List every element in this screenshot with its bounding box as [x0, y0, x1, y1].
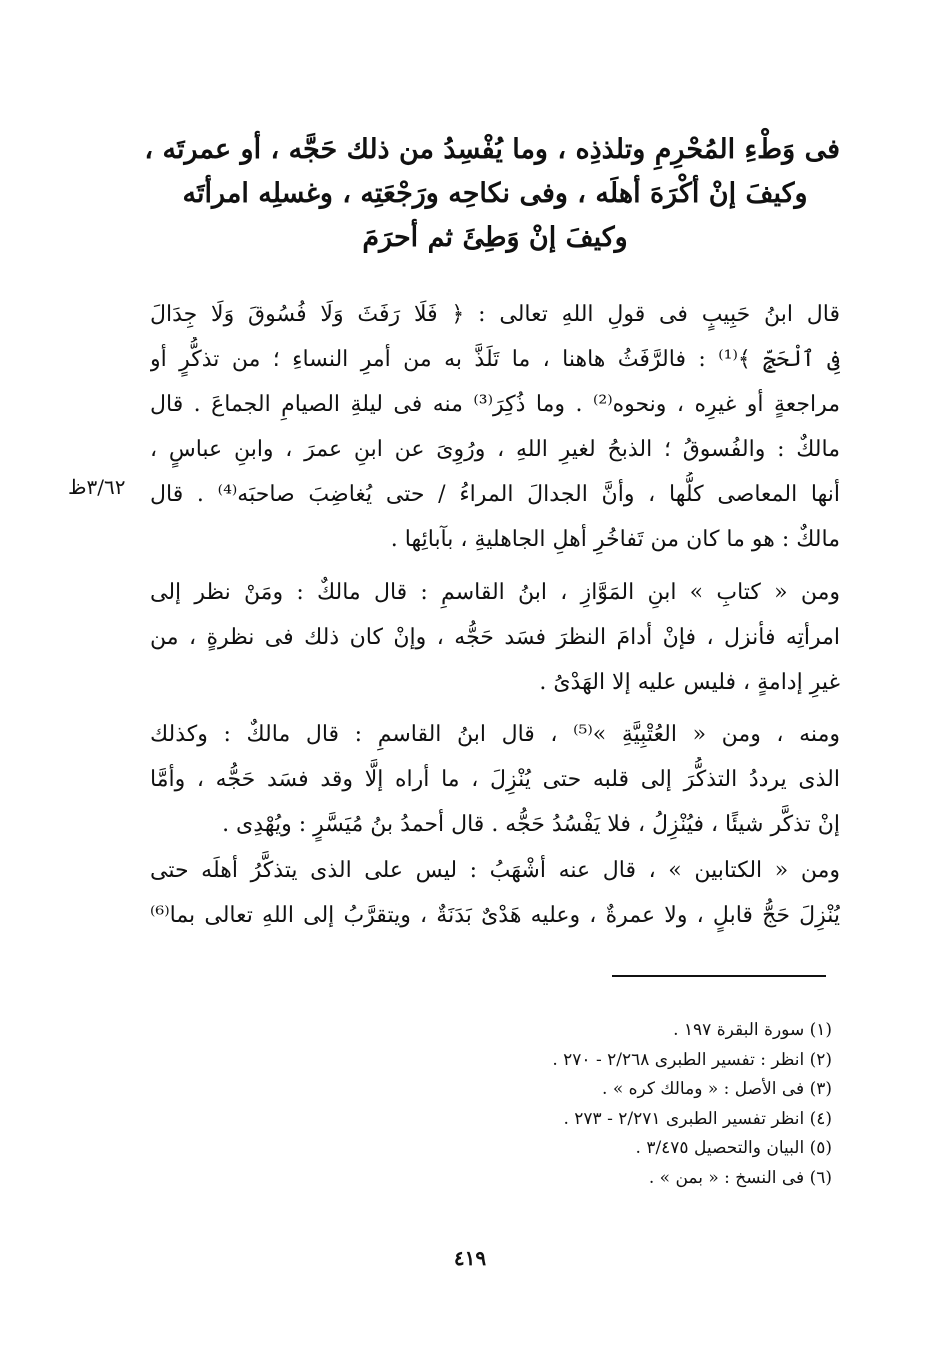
- paragraph-4: [150, 848, 840, 938]
- text-line: غيرِ إدامةٍ ، فليس عليه إلا الهَدْىُ .: [539, 670, 840, 695]
- footnote: (١) سورة البقرة ١٩٧ .: [673, 1020, 832, 1040]
- page-number: ٤١٩: [453, 1246, 487, 1270]
- paragraph-1: [150, 292, 840, 562]
- footnote: (٥) البيان والتحصيل ٣/٤٧٥ .: [635, 1138, 832, 1158]
- footnote: (٦) فى النسخ : « بمن » .: [648, 1167, 832, 1188]
- text-line: ومن « الكتابين » ، قال عنه أشْهَبُ : ليس على الذى يتذكَّرُ أهلَه حتى: [150, 858, 840, 883]
- text-line: ومن « كتابِ » ابنِ المَوَّازِ ، ابنُ القاسمِ : قال مالكٌ : ومَنْ نظر إلى: [150, 580, 840, 605]
- text-line: فِى ٱلْحَجِّ ﴾⁽¹⁾ : فالرَّفَثُ هاهنا ، ما تَلَذَّ به من أمرِ النساءِ ؛ من تذكُّرٍ أو: [150, 347, 840, 372]
- text-line: امرأتِه فأنزل ، فإنْ أدامَ النظرَ فسَد حَجُّه ، وإنْ كان ذلك فى نظرةٍ ، من: [150, 625, 840, 650]
- text-line: مالكٌ : هو ما كان من تَفاخُرِ أهلِ الجاهليةِ ، بآبائِها .: [390, 527, 840, 552]
- text-line: إنْ تذكَّر شيئًا ، فيُنْزِلُ ، فلا يَفْسُدُ حَجُّه . قال أحمدُ بنُ مُيَسَّرٍ : ويُهْدِى .: [222, 812, 840, 837]
- heading-line: فى وَطْءِ المُحْرِمِ وتلذذِه ، وما يُفْسِدُ من ذلك حَجَّه ، أو عمرتَه ،: [144, 134, 840, 165]
- paragraph-2: [150, 570, 840, 705]
- text-line: أنها المعاصى كلُّها ، وأنَّ الجدالَ المراءُ / حتى يُغاضِبَ صاحبَه⁽⁴⁾ . قال: [150, 482, 840, 507]
- text-line: قال ابنُ حَبِيبٍ فى قولِ اللهِ تعالى : ﴿ فَلَا رَفَثَ وَلَا فُسُوقَ وَلَا جِدَالَ: [150, 302, 840, 327]
- footnote: (٣) فى الأصل : « ومالك كره » .: [602, 1079, 832, 1099]
- text-line: مراجعةٍ أو غيرِه ، ونحوه⁽²⁾ . وما ذُكِرَ⁽³⁾ منه فى ليلةِ الصيامِ الجماعَ . قال: [150, 392, 840, 417]
- text-line: الذى يرددُ التذكُّرَ إلى قلبه حتى يُنْزِلَ ، ما أراه إلَّا وقد فسَد حَجُّه ، وأمَّا: [150, 767, 840, 792]
- heading-line: وكيفَ إنْ وَطِئَ ثم أحرَمَ: [362, 222, 628, 253]
- text-line: ومنه ، ومن « العُتْبِيَّةِ »⁽⁵⁾ ، قال ابنُ القاسمِ : قال مالكٌ : وكذلك: [150, 722, 840, 747]
- margin-folio-note: ٣/٦٢ظ: [68, 475, 126, 499]
- footnotes: [400, 1016, 832, 1193]
- text-line: يُنْزِلَ حَجُّ قابلٍ ، ولا عمرةٌ ، وعليه هَدْىٌ بَدَنَةٌ ، ويتقرَّبُ إلى اللهِ تعالى بما⁽⁶⁾: [150, 903, 840, 928]
- paragraph-3: [150, 712, 840, 847]
- footnote-separator: [612, 975, 826, 977]
- footnote: (٤) انظر تفسير الطبرى ٢/٢٧١ - ٢٧٣ .: [563, 1108, 832, 1129]
- text-line: مالكٌ : والفُسوقُ ؛ الذبحُ لغيرِ اللهِ ، ورُوِىَ عن ابنِ عمرَ ، وابنِ عباسٍ ،: [150, 437, 840, 462]
- chapter-heading: [144, 128, 840, 260]
- footnote: (٢) انظر : تفسير الطبرى ٢/٢٦٨ - ٢٧٠ .: [552, 1049, 832, 1070]
- heading-line: وكيفَ إنْ أكْرَهَ أهلَه ، وفى نكاحِه ورَجْعَتِه ، وغسلِه امرأتَه: [182, 178, 808, 209]
